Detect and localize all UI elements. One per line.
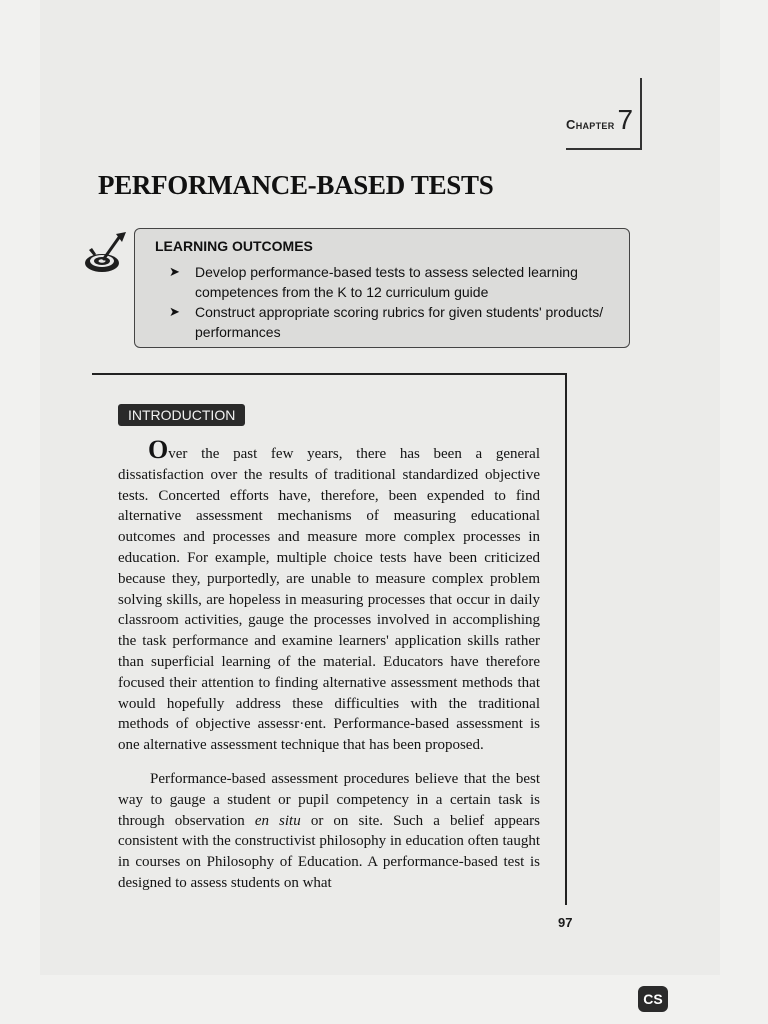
learning-outcomes-heading: LEARNING OUTCOMES <box>155 238 313 254</box>
page-number: 97 <box>558 915 573 930</box>
chapter-label: Chapter <box>566 117 615 132</box>
learning-outcome-text: Develop performance-based tests to assess selected learning competences from the K to 12 curriculum guide <box>195 264 578 300</box>
chapter-divider-vertical <box>640 78 642 150</box>
list-item <box>169 302 609 342</box>
chapter-number: 7 <box>617 104 634 135</box>
learning-outcomes-list <box>169 262 609 342</box>
learning-outcome-text: Construct appropriate scoring rubrics for given students' products/ performances <box>195 304 604 340</box>
introduction-badge: INTRODUCTION <box>118 404 245 426</box>
paragraph-2-italic: en situ <box>254 812 301 829</box>
learning-outcomes-box <box>134 228 630 348</box>
paragraph-2-text-a: Performance-based assessment procedures believe that the best way to gauge a student or pupil competency in a certain task is through observation <box>118 770 540 829</box>
arrow-bullet-icon: ➤ <box>169 264 180 279</box>
introduction-body <box>118 435 540 907</box>
chapter-divider-horizontal <box>566 148 642 150</box>
paragraph-1-text: ver the past few years, there has been a general dissatisfaction over the results of traditional standardized objective tests. Concerted efforts have, therefore, been expended to find alternative assessment mechanisms of measuring educational outcomes and processes and measure more complex processes in education. For example, multiple choice tests have been criticized because they, purportedly, are unable to measure complex problem solving skills, are hopeless in measuring processes that occur in daily classroom activities, gauge the processes involved in accomplishing the task performance and examine learners' application skills rather than superficial learning of the material. Educators have therefore focused their attention to finding alternative assessment methods that would hopefully address these difficulties with the traditional methods of objective assessr·ent. Performance-based assessment is one alternative assessment technique that has been proposed. <box>118 446 540 754</box>
scanner-logo: CS <box>638 986 668 1012</box>
page-title: PERFORMANCE-BASED TESTS <box>98 170 494 200</box>
paragraph-2-text-b: or on site. Such a belief appears consistent with the constructivist philosophy in education often taught in courses on Philosophy of Education. A performance-based test is designed to assess students on what <box>118 812 540 891</box>
chapter-marker <box>566 104 633 136</box>
paragraph-2 <box>118 769 540 894</box>
target-icon <box>82 230 130 278</box>
paragraph-1 <box>118 435 540 756</box>
drop-cap: O <box>148 435 169 464</box>
arrow-bullet-icon: ➤ <box>169 304 180 319</box>
list-item <box>169 262 609 302</box>
